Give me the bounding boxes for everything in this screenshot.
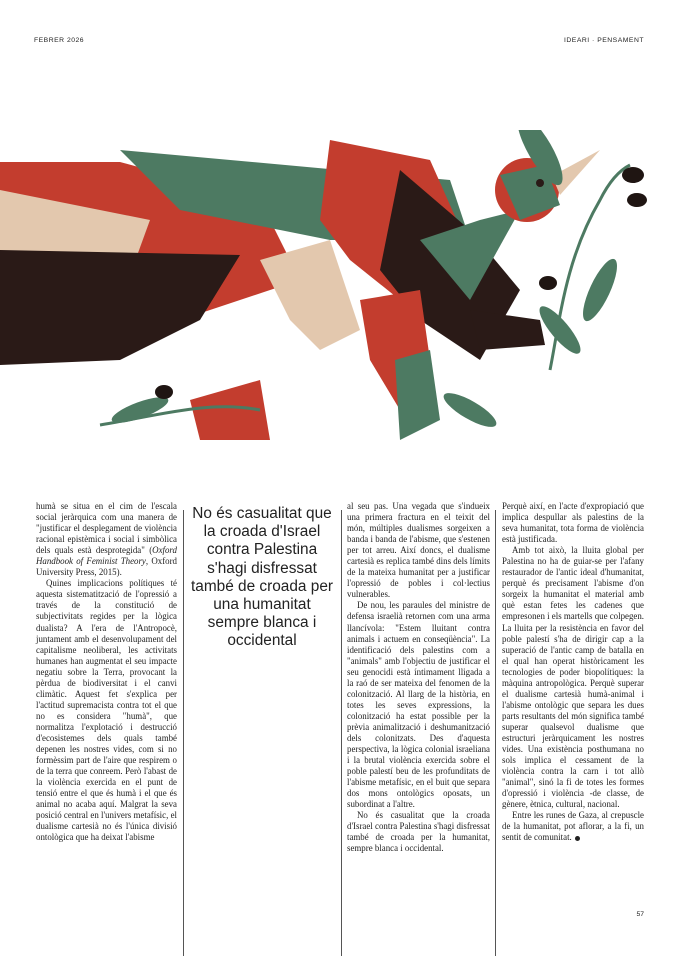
hand-dark-shape — [470, 310, 545, 350]
bird-eye — [536, 179, 544, 187]
end-mark-icon — [575, 836, 580, 841]
paragraph: Quines implicacions polítiques té aquesta sistematització de l'opressió a través de la constitució de subjectivitats regides per la lògica dualista? A l'era de l'Antropocè, juntament amb el desenvolupament del capitalisme neoliberal, les activitats humanes han augmentat el seu impacte negatiu sobre la Terra, provocant la pèrdua de biodiversitat i el canvi climàtic. Aquest fet s'explica per l'actitud supremacista contra tot el que no es considera "humà", que normalitza l'explotació i destrucció d'ecosistemes dels quals també depenen les nostres vides, com si no formèssim part de l'aire que respirem o de la terra que conreem. Però l'abast de la violència exercida en el punt de tensió entre el que és humà i el que és animal no acaba aquí. Malgrat la seva posició central en l'univers metafísic, el dualisme cartesià no és l'única divisió ontològica que ha deixat l'abisme — [36, 578, 177, 843]
body-column-1 — [36, 501, 177, 843]
paragraph — [36, 501, 177, 578]
body-column-4 — [502, 501, 644, 843]
olive-fruit — [622, 167, 644, 183]
wing-dark-shape — [0, 250, 240, 365]
arm-beige-shape — [260, 240, 360, 350]
leg-green-shape — [395, 350, 440, 440]
column-rule — [495, 510, 496, 956]
column-rule — [183, 510, 184, 956]
olive-fruit — [539, 276, 557, 290]
paragraph: al seu pas. Una vegada que s'indueix una primera fractura en el teixit del món, múltiples dualismes sorgeixen a banda i banda de l'abisme, que s'estenen per tot arreu. Així doncs, el dualisme cartesià es replica també dins dels límits de la mateixa humanitat per a justificar l'opressió de pobles i col·lectius vulnerables. — [347, 501, 490, 600]
paragraph — [502, 810, 644, 843]
running-head-date: FEBRER 2026 — [34, 37, 85, 44]
column-rule — [341, 510, 342, 956]
pull-quote: No és casualitat que la croada d'Israel contra Palestina s'hagi disfressat també de croada per una humanitat sempre blanca i occidental — [190, 505, 334, 650]
body-column-3 — [347, 501, 490, 855]
paragraph: De nou, les paraules del ministre de defensa israelià retornen com una arma llancívola: "Estem lluitant contra animals i actuem en conseqüència". La identificació dels palestins com a "animals" amb l'objectiu de justificar el seu genocidi està íntimament lligada a la raó de ser mateixa del fenomen de la colonització. Al llarg de la història, en totes les seves expressions, la colonització ha estat possible per la prèvia animalització i deshumanització dels colonitzats. Des d'aquesta perspectiva, la lògica colonial israeliana i la brutal violència exercida sobre el poble palestí beu de les profunditats de l'abisme metafísic, en el buit que separa dos mons ontològics oposats, un subordinat a l'altre. — [347, 600, 490, 810]
paragraph: No és casualitat que la croada d'Israel contra Palestina s'hagi disfressat també de croada per la humanitat, sempre blanca i occidental. — [347, 810, 490, 854]
paragraph-text: humà se situa en el cim de l'escala social jeràrquica com una manera de "justificar el desplegament de violència racional epistèmica i social i simbòlica dels quals està desprotegida" ( — [36, 501, 177, 556]
paragraph: Perquè així, en l'acte d'expropiació que implica despullar als palestins de la seva humanitat, tota forma de violència està justificada. — [502, 501, 644, 545]
running-head-section: IDEARI · PENSAMENT — [564, 37, 644, 44]
olive-fruit — [155, 385, 173, 399]
paragraph: Amb tot això, la lluita global per Palestina no ha de guiar-se per l'afany restaurador de l'antic ideal d'humanitat, perquè és precisament l'abisme d'on sorgeix la humanitat el material amb què estan fetes les cadenes que empresonen i els martells que colpegen. La lluita per la resistència en favor del poble palestí s'ha de dirigir cap a la superació de l'antic camp de batalla en el qual han operat històricament les tecnologies de poder biopolítiques: la màquina antropològica. Perquè superar el dualisme cartesià humà-animal i l'abisme ontològic que separa les dues parts resultants del món significa també superar qualsevol dualisme que estructuri jeràrquicament les nostres vides. Una existència posthumana no sols implica el cessament de la violència contra la carn i tot allò "animal", sinó la fi de totes les formes d'opressió i violència -de classe, de gènere, ètnica, cultural, nacional. — [502, 545, 644, 810]
olive-leaf — [440, 387, 501, 433]
paragraph-text: Entre les runes de Gaza, al crepuscle de la humanitat, pot aflorar, a la fi, un sentit de comunitat. — [502, 810, 644, 843]
page-number: 57 — [636, 911, 644, 918]
paragraph-text: , Oxford University Press, 2015). — [36, 556, 177, 578]
olive-leaf — [577, 255, 624, 325]
olive-fruit — [627, 193, 647, 207]
bird-figure-with-olive-branch-illustration — [0, 130, 680, 460]
citation-title: Oxford Handbook of Feminist Theory — [36, 545, 177, 567]
